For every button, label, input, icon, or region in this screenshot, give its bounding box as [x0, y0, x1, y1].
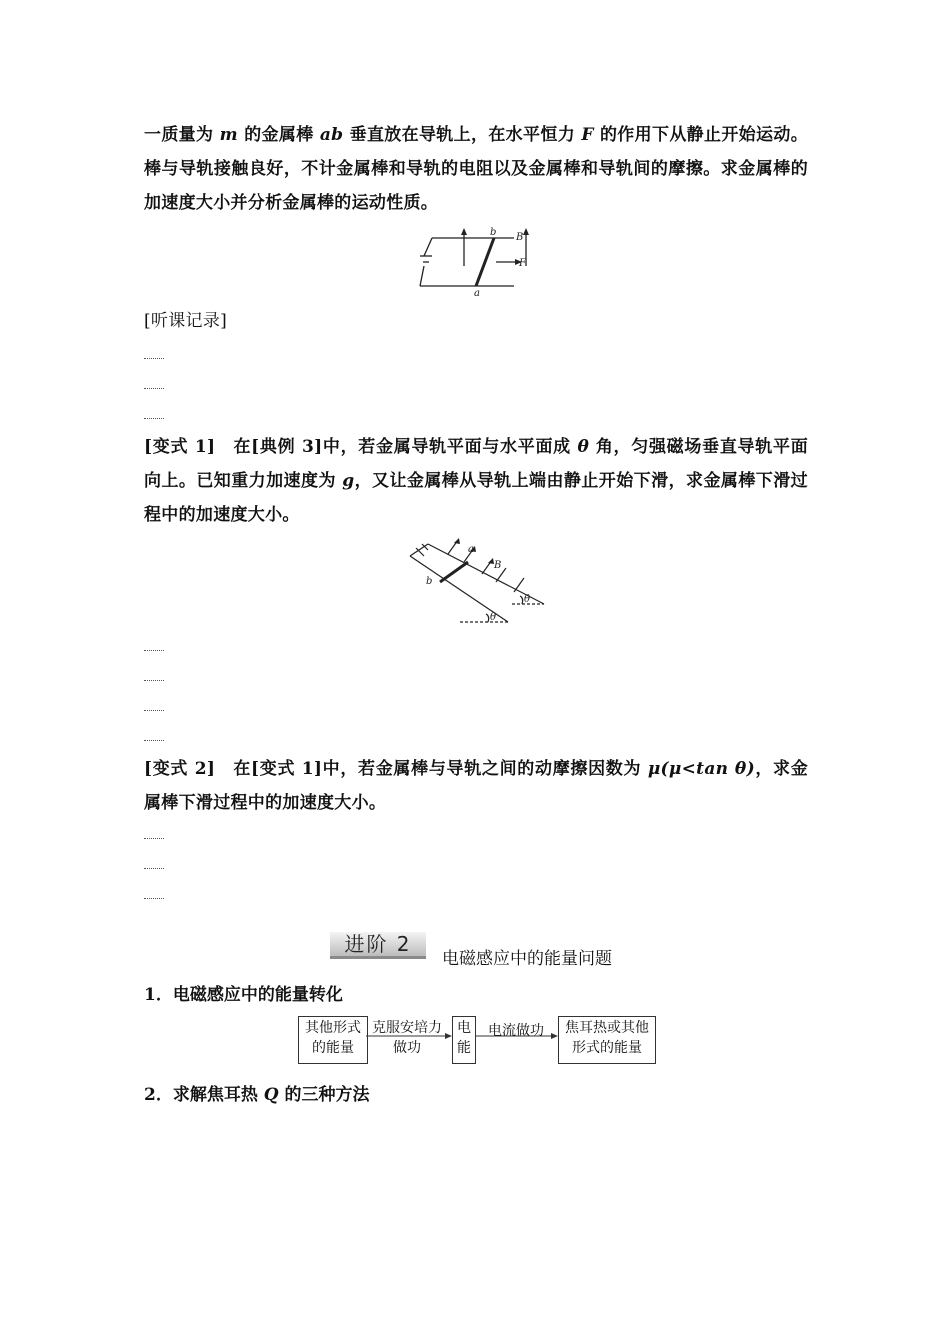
text-span: 2．求解焦耳热	[144, 1085, 264, 1105]
var-mu: μ(μ<tan θ)	[647, 759, 755, 779]
answer-line	[144, 354, 164, 359]
text-span: 在[典例 3]中，若金属导轨平面与水平面成	[215, 437, 578, 457]
flow-arrows	[366, 1030, 558, 1042]
metal-rod	[476, 238, 494, 286]
variant-2	[144, 752, 808, 820]
fig2-label-theta: θ	[524, 594, 531, 605]
rail-end	[410, 544, 428, 556]
answer-line	[144, 414, 164, 419]
answer-line	[144, 834, 164, 839]
section-heading-2	[144, 1080, 369, 1105]
fig2-label-a: a	[468, 544, 474, 555]
flow-label-current-work: 电流做功	[488, 1023, 544, 1039]
fig2-label-b: b	[426, 576, 433, 587]
section-heading: 1．电磁感应中的能量转化	[144, 985, 343, 1005]
text-span: 的作用下从静止开始运动。棒与导轨接触良好，不计金属棒和导轨的电阻以及金属棒和导轨间的摩擦。求金属棒的加速度大小并分析金属棒的运动性质。	[144, 125, 809, 213]
stage-title: 电磁感应中的能量问题	[442, 949, 612, 969]
fig2-label-B: B	[494, 560, 502, 571]
field-arrow	[514, 578, 524, 592]
answer-line	[144, 676, 164, 681]
problem-statement	[144, 118, 808, 220]
wire-left-top	[424, 238, 432, 256]
flow-label-ampere-work: 克服安培力做功	[372, 1020, 442, 1056]
fig1-label-F: F	[519, 258, 526, 269]
arrowhead-icon	[523, 228, 529, 235]
text-span: 角，匀强磁场垂直导轨平面向上。已知重力加速度为	[144, 437, 809, 491]
text-span: 垂直放在导轨上，在水平恒力	[343, 125, 582, 145]
text-span: ，又让金属棒从导轨上端由静止开始下滑，求金属棒下滑过程中的加速度大小。	[144, 471, 808, 525]
arrowhead-icon	[461, 228, 467, 235]
var-F: F	[581, 125, 594, 145]
variant-1	[144, 430, 808, 532]
variant-tag: [变式 1]	[144, 437, 216, 457]
figure-horizontal-rails	[414, 226, 534, 300]
arrowhead-icon	[454, 538, 460, 544]
fig1-label-B: B	[516, 232, 524, 243]
fig1-label-b: b	[490, 227, 497, 238]
fig1-label-a: a	[474, 288, 480, 299]
answer-line	[144, 706, 164, 711]
var-g: g	[342, 471, 355, 491]
notes-label: [听课记录]	[144, 311, 228, 331]
answer-line	[144, 894, 164, 899]
metal-rod	[440, 562, 468, 582]
text-span: ，求金属棒下滑过程中的加速度大小。	[144, 759, 809, 813]
text-span: 的三种方法	[278, 1085, 370, 1105]
angle-arc	[486, 614, 489, 622]
flow-box-joule-heat: 焦耳热或其他形式的能量	[558, 1016, 656, 1064]
text-span: 的金属棒	[237, 125, 320, 145]
text-span: 在[变式 1]中，若金属棒与导轨之间的动摩擦因数为	[215, 759, 648, 779]
var-theta: θ	[577, 437, 590, 457]
angle-arc	[520, 596, 523, 604]
fig2-label-theta: θ	[490, 612, 497, 623]
text-span: 一质量为	[144, 125, 220, 145]
flow-box-other-energy: 其他形式的能量	[298, 1016, 368, 1064]
answer-line	[144, 384, 164, 389]
answer-line	[144, 864, 164, 869]
answer-line	[144, 736, 164, 741]
flow-box-electric-energy: 电能	[452, 1016, 476, 1064]
stage-badge-text: 进阶 2	[344, 932, 412, 956]
variant-tag: [变式 2]	[144, 759, 216, 779]
figure-inclined-rails	[404, 534, 550, 626]
arrowhead-icon	[551, 1033, 558, 1039]
var-m: m	[219, 125, 238, 145]
arrowhead-icon	[445, 1033, 452, 1039]
answer-line	[144, 646, 164, 651]
stage-badge	[330, 932, 426, 959]
var-ab: ab	[319, 125, 344, 145]
var-Q: Q	[263, 1085, 279, 1105]
wire-left-bottom	[420, 266, 424, 286]
